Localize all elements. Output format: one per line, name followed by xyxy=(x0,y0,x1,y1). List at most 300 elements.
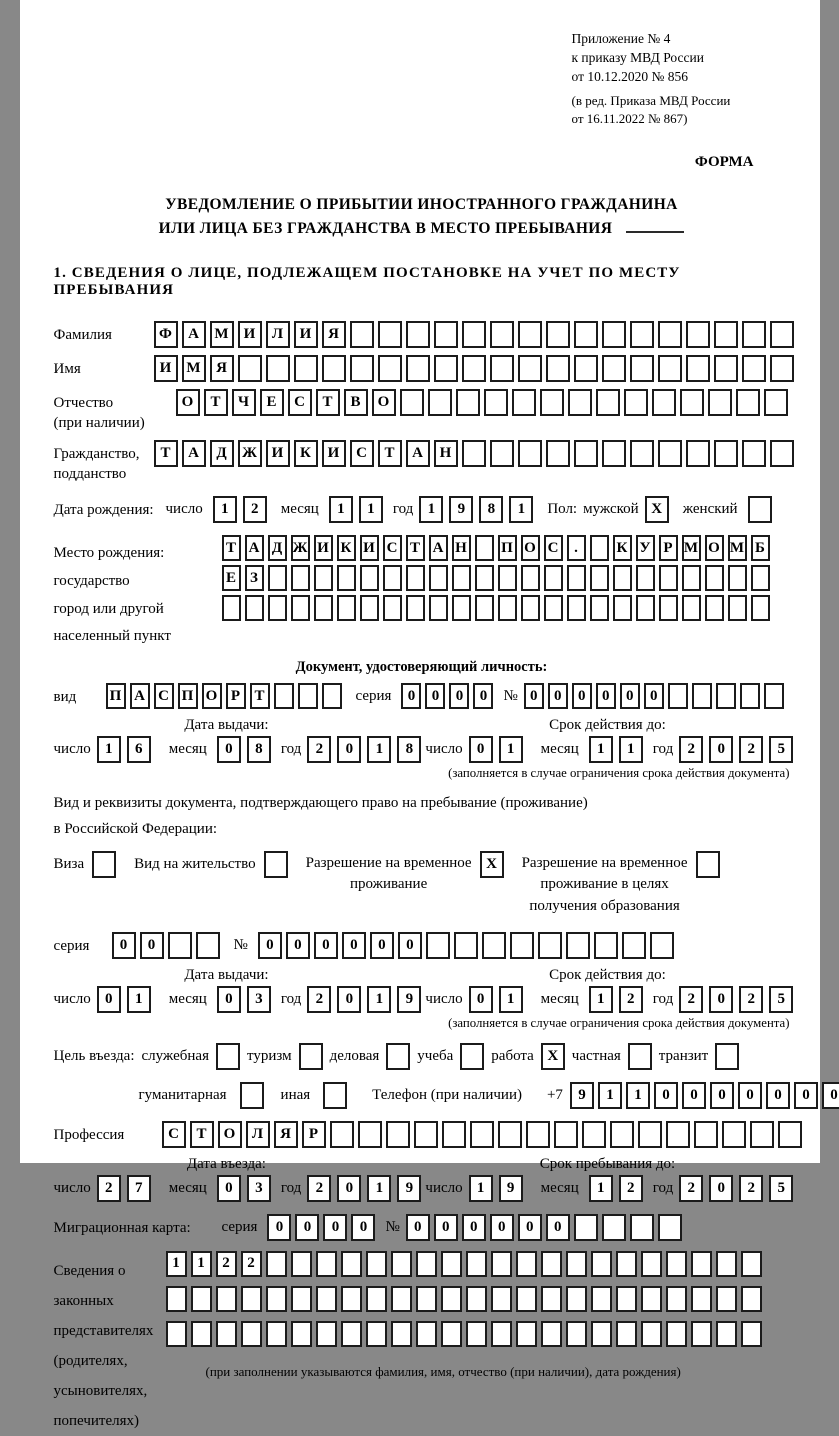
char-box[interactable] xyxy=(636,565,655,591)
char-box[interactable] xyxy=(491,1251,512,1277)
char-box[interactable]: 1 xyxy=(419,496,443,523)
char-box[interactable] xyxy=(291,1321,312,1347)
char-box[interactable]: 1 xyxy=(191,1251,212,1277)
permit-expiry-day-boxes[interactable] xyxy=(469,986,523,1013)
char-box[interactable] xyxy=(566,1251,587,1277)
migration-number-boxes[interactable] xyxy=(406,1214,682,1241)
gender-male-checkbox[interactable] xyxy=(645,496,669,523)
char-box[interactable] xyxy=(466,1251,487,1277)
char-box[interactable]: Т xyxy=(190,1121,214,1148)
char-box[interactable]: 2 xyxy=(679,986,703,1013)
char-box[interactable]: 0 xyxy=(654,1082,678,1109)
char-box[interactable] xyxy=(434,355,458,382)
char-box[interactable] xyxy=(613,565,632,591)
char-box[interactable] xyxy=(741,1321,762,1347)
char-box[interactable]: Я xyxy=(210,355,234,382)
char-box[interactable]: 0 xyxy=(286,932,310,959)
char-box[interactable]: А xyxy=(182,321,206,348)
char-box[interactable] xyxy=(291,565,310,591)
temp-permit-checkbox[interactable] xyxy=(480,851,504,878)
char-box[interactable]: 0 xyxy=(217,1175,241,1202)
char-box[interactable] xyxy=(740,683,760,709)
char-box[interactable] xyxy=(566,1321,587,1347)
char-box[interactable]: 0 xyxy=(469,736,493,763)
char-box[interactable] xyxy=(452,595,471,621)
char-box[interactable]: 0 xyxy=(644,683,664,709)
firstname-boxes[interactable] xyxy=(154,355,794,382)
char-box[interactable] xyxy=(714,355,738,382)
char-box[interactable]: 6 xyxy=(127,736,151,763)
char-box[interactable] xyxy=(590,565,609,591)
char-box[interactable] xyxy=(591,1251,612,1277)
char-box[interactable] xyxy=(341,1251,362,1277)
char-box[interactable] xyxy=(591,1286,612,1312)
char-box[interactable] xyxy=(705,595,724,621)
char-box[interactable]: 8 xyxy=(247,736,271,763)
char-box[interactable]: 0 xyxy=(710,1082,734,1109)
char-box[interactable] xyxy=(636,595,655,621)
char-box[interactable] xyxy=(652,389,676,416)
char-box[interactable]: Т xyxy=(222,535,241,561)
char-box[interactable]: Л xyxy=(246,1121,270,1148)
char-box[interactable]: С xyxy=(154,683,174,709)
char-box[interactable]: 0 xyxy=(267,1214,291,1241)
doc-issue-month-boxes[interactable] xyxy=(217,736,271,763)
char-box[interactable]: 2 xyxy=(619,986,643,1013)
char-box[interactable] xyxy=(628,1043,652,1070)
char-box[interactable]: 8 xyxy=(397,736,421,763)
char-box[interactable] xyxy=(602,355,626,382)
char-box[interactable] xyxy=(316,1321,337,1347)
char-box[interactable] xyxy=(546,321,570,348)
char-box[interactable]: С xyxy=(162,1121,186,1148)
char-box[interactable] xyxy=(714,440,738,467)
char-box[interactable]: 0 xyxy=(295,1214,319,1241)
char-box[interactable]: 0 xyxy=(682,1082,706,1109)
char-box[interactable]: 0 xyxy=(97,986,121,1013)
char-box[interactable]: 0 xyxy=(398,932,422,959)
char-box[interactable] xyxy=(658,355,682,382)
legal-reps-boxes-3[interactable] xyxy=(166,1321,762,1347)
char-box[interactable]: Я xyxy=(322,321,346,348)
char-box[interactable] xyxy=(708,389,732,416)
char-box[interactable]: 0 xyxy=(596,683,616,709)
char-box[interactable] xyxy=(686,355,710,382)
char-box[interactable] xyxy=(546,355,570,382)
char-box[interactable] xyxy=(378,355,402,382)
char-box[interactable] xyxy=(567,565,586,591)
char-box[interactable] xyxy=(650,932,674,959)
char-box[interactable] xyxy=(574,355,598,382)
char-box[interactable] xyxy=(391,1321,412,1347)
char-box[interactable] xyxy=(694,1121,718,1148)
char-box[interactable] xyxy=(741,1286,762,1312)
char-box[interactable] xyxy=(666,1321,687,1347)
entry-day-boxes[interactable] xyxy=(97,1175,151,1202)
char-box[interactable] xyxy=(616,1321,637,1347)
char-box[interactable] xyxy=(490,440,514,467)
char-box[interactable] xyxy=(291,1286,312,1312)
char-box[interactable] xyxy=(386,1121,410,1148)
char-box[interactable] xyxy=(366,1251,387,1277)
char-box[interactable]: О xyxy=(176,389,200,416)
char-box[interactable]: 3 xyxy=(247,986,271,1013)
char-box[interactable] xyxy=(741,1251,762,1277)
char-box[interactable]: К xyxy=(613,535,632,561)
birth-place-boxes-3[interactable] xyxy=(222,595,770,621)
char-box[interactable]: Р xyxy=(659,535,678,561)
char-box[interactable]: X xyxy=(541,1043,565,1070)
char-box[interactable]: 9 xyxy=(499,1175,523,1202)
char-box[interactable]: 9 xyxy=(449,496,473,523)
purpose-work-checkbox[interactable] xyxy=(541,1043,565,1070)
char-box[interactable]: 0 xyxy=(140,932,164,959)
char-box[interactable] xyxy=(475,565,494,591)
doc-issue-day-boxes[interactable] xyxy=(97,736,151,763)
char-box[interactable]: 2 xyxy=(243,496,267,523)
purpose-official-checkbox[interactable] xyxy=(216,1043,240,1070)
char-box[interactable]: В xyxy=(344,389,368,416)
char-box[interactable]: Д xyxy=(268,535,287,561)
char-box[interactable] xyxy=(512,389,536,416)
char-box[interactable] xyxy=(538,932,562,959)
char-box[interactable]: 1 xyxy=(499,986,523,1013)
char-box[interactable]: 0 xyxy=(323,1214,347,1241)
char-box[interactable]: М xyxy=(728,535,747,561)
citizenship-boxes[interactable] xyxy=(154,440,794,467)
permit-issue-day-boxes[interactable] xyxy=(97,986,151,1013)
char-box[interactable]: 1 xyxy=(626,1082,650,1109)
char-box[interactable] xyxy=(686,440,710,467)
char-box[interactable] xyxy=(630,440,654,467)
visa-checkbox[interactable] xyxy=(92,851,116,878)
char-box[interactable] xyxy=(266,1251,287,1277)
char-box[interactable] xyxy=(322,683,342,709)
purpose-business-checkbox[interactable] xyxy=(386,1043,410,1070)
char-box[interactable]: Е xyxy=(222,565,241,591)
char-box[interactable] xyxy=(482,932,506,959)
doc-number-boxes[interactable] xyxy=(524,683,784,709)
char-box[interactable]: С xyxy=(350,440,374,467)
char-box[interactable]: Т xyxy=(204,389,228,416)
char-box[interactable]: 0 xyxy=(337,1175,361,1202)
char-box[interactable]: Я xyxy=(274,1121,298,1148)
char-box[interactable] xyxy=(391,1286,412,1312)
char-box[interactable]: 2 xyxy=(241,1251,262,1277)
permit-issue-month-boxes[interactable] xyxy=(217,986,271,1013)
char-box[interactable] xyxy=(541,1286,562,1312)
char-box[interactable] xyxy=(475,595,494,621)
char-box[interactable]: Л xyxy=(266,321,290,348)
purpose-other-checkbox[interactable] xyxy=(323,1082,347,1109)
entry-month-boxes[interactable] xyxy=(217,1175,271,1202)
gender-female-checkbox[interactable] xyxy=(748,496,772,523)
char-box[interactable]: О xyxy=(372,389,396,416)
char-box[interactable] xyxy=(686,321,710,348)
char-box[interactable] xyxy=(590,595,609,621)
char-box[interactable] xyxy=(668,683,688,709)
char-box[interactable]: Д xyxy=(210,440,234,467)
char-box[interactable]: Н xyxy=(452,535,471,561)
permit-series-boxes[interactable] xyxy=(112,932,220,959)
char-box[interactable] xyxy=(659,565,678,591)
char-box[interactable] xyxy=(406,565,425,591)
char-box[interactable]: 0 xyxy=(217,736,241,763)
char-box[interactable]: К xyxy=(294,440,318,467)
char-box[interactable]: Б xyxy=(751,535,770,561)
char-box[interactable] xyxy=(541,1321,562,1347)
char-box[interactable]: 2 xyxy=(619,1175,643,1202)
char-box[interactable]: П xyxy=(178,683,198,709)
char-box[interactable] xyxy=(366,1321,387,1347)
char-box[interactable] xyxy=(567,595,586,621)
char-box[interactable]: М xyxy=(182,355,206,382)
char-box[interactable] xyxy=(498,565,517,591)
char-box[interactable]: 1 xyxy=(329,496,353,523)
char-box[interactable] xyxy=(216,1286,237,1312)
char-box[interactable]: А xyxy=(406,440,430,467)
char-box[interactable]: 0 xyxy=(449,683,469,709)
char-box[interactable]: И xyxy=(238,321,262,348)
char-box[interactable] xyxy=(350,321,374,348)
char-box[interactable] xyxy=(666,1251,687,1277)
purpose-humanitarian-checkbox[interactable] xyxy=(240,1082,264,1109)
char-box[interactable]: 0 xyxy=(337,986,361,1013)
legal-reps-boxes-1[interactable] xyxy=(166,1251,762,1277)
char-box[interactable]: О xyxy=(521,535,540,561)
char-box[interactable] xyxy=(299,1043,323,1070)
char-box[interactable] xyxy=(240,1082,264,1109)
char-box[interactable]: 2 xyxy=(216,1251,237,1277)
char-box[interactable] xyxy=(742,440,766,467)
char-box[interactable] xyxy=(383,565,402,591)
char-box[interactable] xyxy=(750,1121,774,1148)
char-box[interactable] xyxy=(222,595,241,621)
char-box[interactable] xyxy=(691,1321,712,1347)
char-box[interactable]: 0 xyxy=(572,683,592,709)
char-box[interactable] xyxy=(491,1321,512,1347)
char-box[interactable]: X xyxy=(645,496,669,523)
char-box[interactable] xyxy=(622,932,646,959)
char-box[interactable] xyxy=(691,1251,712,1277)
char-box[interactable] xyxy=(166,1286,187,1312)
legal-reps-boxes-2[interactable] xyxy=(166,1286,762,1312)
char-box[interactable] xyxy=(316,1286,337,1312)
char-box[interactable] xyxy=(406,595,425,621)
char-box[interactable]: К xyxy=(337,535,356,561)
birth-place-boxes-1[interactable] xyxy=(222,535,770,561)
stay-month-boxes[interactable] xyxy=(589,1175,643,1202)
char-box[interactable] xyxy=(602,1214,626,1241)
char-box[interactable] xyxy=(429,595,448,621)
char-box[interactable]: 0 xyxy=(434,1214,458,1241)
stay-day-boxes[interactable] xyxy=(469,1175,523,1202)
char-box[interactable] xyxy=(441,1321,462,1347)
char-box[interactable] xyxy=(705,565,724,591)
char-box[interactable] xyxy=(516,1286,537,1312)
birth-place-boxes-2[interactable] xyxy=(222,565,770,591)
char-box[interactable]: 1 xyxy=(367,1175,391,1202)
char-box[interactable] xyxy=(510,932,534,959)
char-box[interactable] xyxy=(264,851,288,878)
char-box[interactable] xyxy=(337,565,356,591)
char-box[interactable] xyxy=(490,355,514,382)
char-box[interactable] xyxy=(428,389,452,416)
char-box[interactable] xyxy=(330,1121,354,1148)
char-box[interactable]: 0 xyxy=(766,1082,790,1109)
char-box[interactable] xyxy=(470,1121,494,1148)
doc-kind-boxes[interactable] xyxy=(106,683,342,709)
char-box[interactable] xyxy=(590,535,609,561)
char-box[interactable] xyxy=(691,1286,712,1312)
char-box[interactable] xyxy=(742,321,766,348)
profession-boxes[interactable] xyxy=(162,1121,802,1148)
char-box[interactable] xyxy=(434,321,458,348)
char-box[interactable] xyxy=(291,1251,312,1277)
char-box[interactable] xyxy=(624,389,648,416)
char-box[interactable] xyxy=(196,932,220,959)
char-box[interactable]: 0 xyxy=(709,986,733,1013)
char-box[interactable]: 2 xyxy=(97,1175,121,1202)
char-box[interactable] xyxy=(266,1321,287,1347)
char-box[interactable]: 1 xyxy=(589,986,613,1013)
char-box[interactable]: 3 xyxy=(247,1175,271,1202)
char-box[interactable] xyxy=(602,440,626,467)
char-box[interactable]: 0 xyxy=(738,1082,762,1109)
char-box[interactable] xyxy=(314,565,333,591)
char-box[interactable] xyxy=(716,683,736,709)
char-box[interactable]: С xyxy=(383,535,402,561)
char-box[interactable] xyxy=(518,321,542,348)
char-box[interactable]: 0 xyxy=(524,683,544,709)
char-box[interactable]: 0 xyxy=(370,932,394,959)
char-box[interactable] xyxy=(518,355,542,382)
char-box[interactable] xyxy=(682,565,701,591)
char-box[interactable] xyxy=(383,595,402,621)
char-box[interactable] xyxy=(460,1043,484,1070)
stay-year-boxes[interactable] xyxy=(679,1175,793,1202)
char-box[interactable]: 0 xyxy=(518,1214,542,1241)
char-box[interactable]: 1 xyxy=(97,736,121,763)
char-box[interactable] xyxy=(715,1043,739,1070)
char-box[interactable]: Ф xyxy=(154,321,178,348)
char-box[interactable] xyxy=(610,1121,634,1148)
char-box[interactable] xyxy=(391,1251,412,1277)
char-box[interactable] xyxy=(406,355,430,382)
char-box[interactable] xyxy=(400,389,424,416)
char-box[interactable]: Е xyxy=(260,389,284,416)
char-box[interactable] xyxy=(241,1321,262,1347)
char-box[interactable] xyxy=(466,1321,487,1347)
char-box[interactable]: 0 xyxy=(490,1214,514,1241)
char-box[interactable]: X xyxy=(480,851,504,878)
char-box[interactable] xyxy=(594,932,618,959)
migration-series-boxes[interactable] xyxy=(267,1214,375,1241)
char-box[interactable]: Т xyxy=(250,683,270,709)
char-box[interactable] xyxy=(360,565,379,591)
char-box[interactable] xyxy=(521,565,540,591)
char-box[interactable] xyxy=(441,1286,462,1312)
char-box[interactable]: М xyxy=(210,321,234,348)
char-box[interactable] xyxy=(554,1121,578,1148)
char-box[interactable] xyxy=(764,683,784,709)
char-box[interactable]: 0 xyxy=(401,683,421,709)
char-box[interactable]: С xyxy=(544,535,563,561)
char-box[interactable] xyxy=(266,1286,287,1312)
char-box[interactable]: 2 xyxy=(739,736,763,763)
char-box[interactable]: И xyxy=(322,440,346,467)
char-box[interactable]: О xyxy=(705,535,724,561)
char-box[interactable] xyxy=(166,1321,187,1347)
char-box[interactable] xyxy=(456,389,480,416)
char-box[interactable] xyxy=(582,1121,606,1148)
char-box[interactable] xyxy=(716,1251,737,1277)
char-box[interactable]: Т xyxy=(406,535,425,561)
char-box[interactable]: 1 xyxy=(598,1082,622,1109)
char-box[interactable] xyxy=(748,496,772,523)
char-box[interactable] xyxy=(659,595,678,621)
char-box[interactable] xyxy=(692,683,712,709)
char-box[interactable]: И xyxy=(266,440,290,467)
char-box[interactable] xyxy=(366,1286,387,1312)
char-box[interactable] xyxy=(568,389,592,416)
char-box[interactable] xyxy=(574,321,598,348)
char-box[interactable] xyxy=(191,1321,212,1347)
char-box[interactable] xyxy=(323,1082,347,1109)
char-box[interactable]: 0 xyxy=(425,683,445,709)
char-box[interactable] xyxy=(414,1121,438,1148)
char-box[interactable] xyxy=(641,1321,662,1347)
char-box[interactable] xyxy=(454,932,478,959)
surname-boxes[interactable] xyxy=(154,321,794,348)
char-box[interactable] xyxy=(716,1321,737,1347)
char-box[interactable]: У xyxy=(636,535,655,561)
char-box[interactable] xyxy=(316,1251,337,1277)
char-box[interactable] xyxy=(337,595,356,621)
patronymic-boxes[interactable] xyxy=(176,389,788,416)
char-box[interactable] xyxy=(416,1251,437,1277)
permit-number-boxes[interactable] xyxy=(258,932,674,959)
char-box[interactable]: О xyxy=(202,683,222,709)
doc-series-boxes[interactable] xyxy=(401,683,493,709)
char-box[interactable] xyxy=(751,565,770,591)
char-box[interactable]: С xyxy=(288,389,312,416)
char-box[interactable] xyxy=(341,1321,362,1347)
char-box[interactable]: 0 xyxy=(337,736,361,763)
char-box[interactable] xyxy=(216,1043,240,1070)
purpose-study-checkbox[interactable] xyxy=(460,1043,484,1070)
char-box[interactable]: 0 xyxy=(794,1082,818,1109)
char-box[interactable]: 2 xyxy=(679,1175,703,1202)
char-box[interactable]: 1 xyxy=(127,986,151,1013)
char-box[interactable]: 1 xyxy=(367,986,391,1013)
char-box[interactable] xyxy=(498,1121,522,1148)
char-box[interactable] xyxy=(491,1286,512,1312)
char-box[interactable] xyxy=(416,1321,437,1347)
char-box[interactable]: 0 xyxy=(473,683,493,709)
char-box[interactable] xyxy=(716,1286,737,1312)
char-box[interactable] xyxy=(516,1321,537,1347)
char-box[interactable] xyxy=(216,1321,237,1347)
char-box[interactable]: 1 xyxy=(589,736,613,763)
char-box[interactable]: 0 xyxy=(469,986,493,1013)
char-box[interactable]: 0 xyxy=(217,986,241,1013)
char-box[interactable] xyxy=(630,355,654,382)
char-box[interactable] xyxy=(770,440,794,467)
char-box[interactable] xyxy=(268,565,287,591)
char-box[interactable]: О xyxy=(218,1121,242,1148)
char-box[interactable]: И xyxy=(360,535,379,561)
